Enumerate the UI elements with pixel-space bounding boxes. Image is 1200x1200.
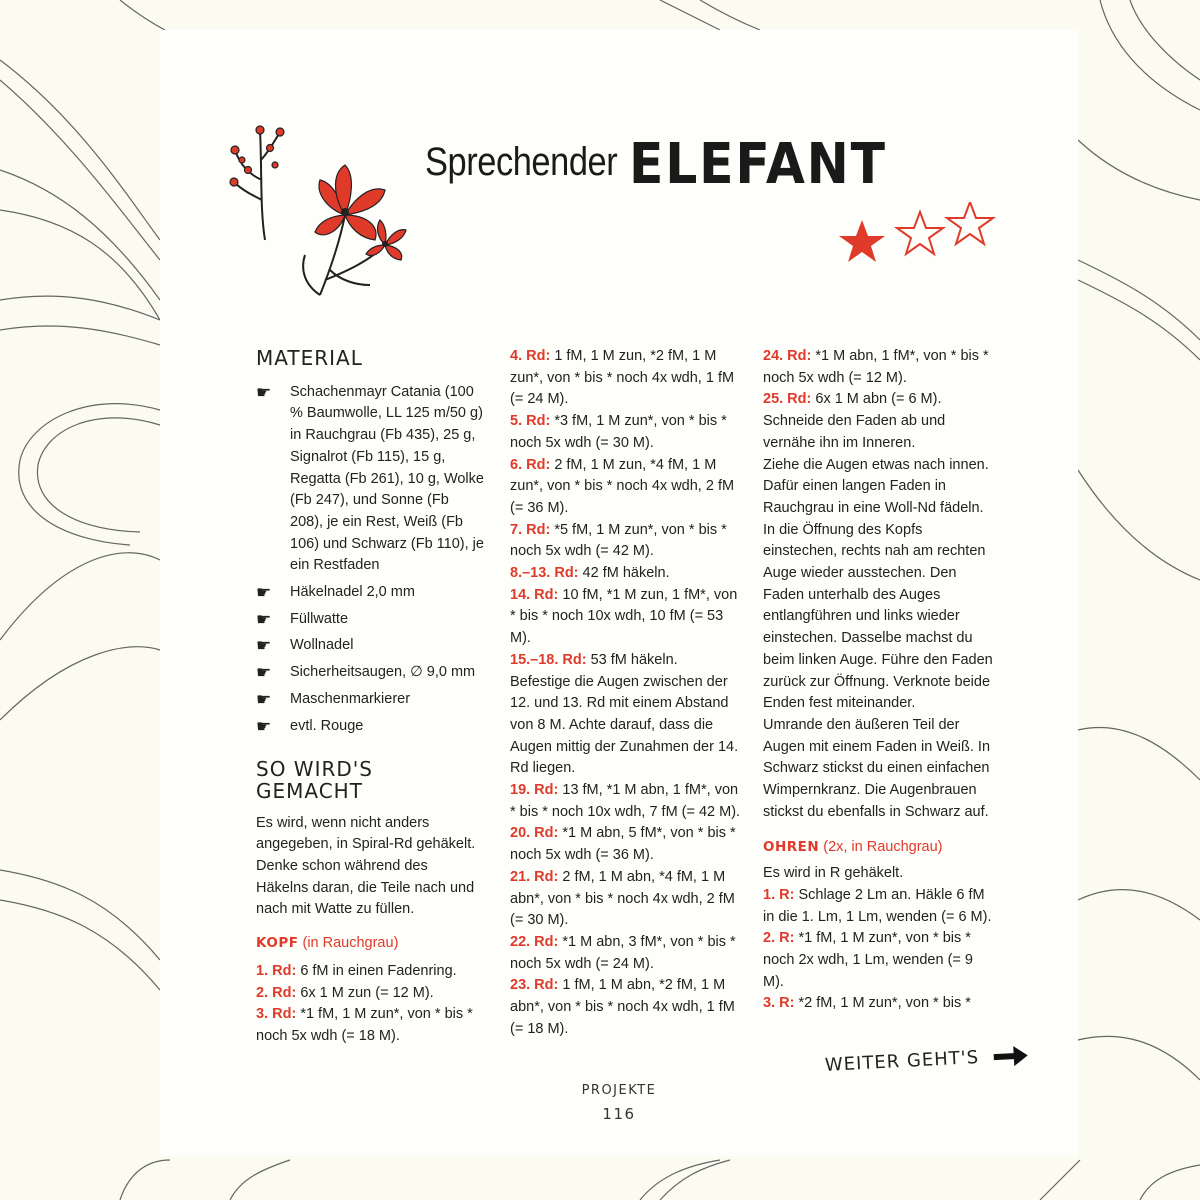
page-number: 116 xyxy=(602,1105,636,1123)
kopf-row-label: 24. Rd: xyxy=(763,348,812,364)
kopf-row-text: Umrande den äußeren Teil der Augen mit einem Faden in Weiß. In Schwarz stickst du einen einfachen Wimpernkranz. Die Augenbrauen stickst du ebenfalls in Schwarz auf. xyxy=(763,716,991,820)
kopf-row-label: 4. Rd: xyxy=(510,348,551,364)
ohren-rows xyxy=(763,885,995,1015)
kopf-row-label: 6. Rd: xyxy=(510,456,551,473)
kopf-row-label: 22. Rd: xyxy=(510,933,559,950)
flower-illustration xyxy=(220,120,420,300)
kopf-rounds-part-1 xyxy=(256,961,484,1048)
kopf-row-label: 15.–18. Rd: xyxy=(510,651,587,668)
kopf-row xyxy=(510,585,742,650)
ohren-row-text: Schlage 2 Lm an. Häkle 6 fM in die 1. Lm, 1 Lm, wenden (= 6 M). xyxy=(763,886,992,925)
kopf-heading-row xyxy=(256,933,484,955)
ohren-row xyxy=(763,928,995,993)
book-page xyxy=(160,30,1078,1156)
kopf-row-label: 8.–13. Rd: xyxy=(510,565,579,582)
kopf-row-label: 3. Rd: xyxy=(256,1006,297,1023)
kopf-row-text: Schneide den Faden ab und vernähe ihn im Inneren. xyxy=(763,413,946,451)
ohren-row xyxy=(763,885,995,928)
pointing-hand-icon: ☛ xyxy=(256,382,272,402)
kopf-heading: KOPF xyxy=(256,935,299,952)
kopf-row xyxy=(763,346,995,389)
kopf-row-text: 6x 1 M zun (= 12 M). xyxy=(300,984,434,1001)
difficulty-rating xyxy=(832,202,1002,282)
kopf-row-text: 6 fM in einen Fadenring. xyxy=(300,962,457,979)
ohren-row-label: 3. R: xyxy=(763,995,795,1012)
ohren-note: (2x, in Rauchgrau) xyxy=(823,839,943,856)
kopf-row-text: *1 M abn, 5 fM*, von * bis * noch 5x wdh (= 36 M). xyxy=(510,825,736,864)
kopf-row xyxy=(510,650,742,672)
star-icon-filled xyxy=(839,220,885,262)
kopf-note: (in Rauchgrau) xyxy=(302,935,399,952)
kopf-row xyxy=(510,867,742,932)
kopf-row-label: 19. Rd: xyxy=(510,782,559,799)
kopf-row-label: 1. Rd: xyxy=(256,962,297,979)
pointing-hand-icon: ☛ xyxy=(256,583,272,603)
kopf-row-label: 23. Rd: xyxy=(510,977,559,994)
kopf-row xyxy=(510,672,742,781)
kopf-row xyxy=(256,983,484,1005)
title-part-2: ELEFANT xyxy=(629,132,887,197)
ohren-intro: Es wird in R gehäkelt. xyxy=(763,865,904,882)
kopf-row-label: 14. Rd: xyxy=(510,586,559,603)
kopf-row xyxy=(510,411,742,454)
kopf-row xyxy=(510,563,742,585)
column-3 xyxy=(763,346,995,1015)
kopf-row xyxy=(510,455,742,520)
kopf-row-text: 1 fM, 1 M abn, *2 fM, 1 M abn*, von * bis * noch 4x wdh, 1 fM (= 18 M). xyxy=(510,977,735,1037)
kopf-row-label: 2. Rd: xyxy=(256,984,297,1001)
kopf-row-text: *3 fM, 1 M zun*, von * bis * noch 5x wdh (= 30 M). xyxy=(510,413,727,451)
material-item: ☛ Füllwatte xyxy=(256,609,349,629)
kopf-row xyxy=(763,455,995,715)
howto-heading: SO WIRD'S GEMACHT xyxy=(256,757,373,803)
kopf-row-text: 13 fM, *1 M abn, 1 fM*, von * bis * noch 10x wdh, 7 fM (= 42 M). xyxy=(510,782,741,820)
kopf-row-label: 5. Rd: xyxy=(510,413,551,430)
kopf-row-text: 1 fM, 1 M zun, *2 fM, 1 M zun*, von * bis * noch 4x wdh, 1 fM (= 24 M). xyxy=(510,348,735,408)
column-2 xyxy=(510,346,742,1041)
pointing-hand-icon: ☛ xyxy=(256,716,272,736)
kopf-row xyxy=(510,346,742,411)
kopf-row-text: *1 fM, 1 M zun*, von * bis * noch 5x wdh (= 18 M). xyxy=(256,1006,473,1044)
kopf-row xyxy=(256,961,484,983)
kopf-row xyxy=(510,520,742,563)
material-item: ☛ Schachenmayr Catania (100 % Baumwolle, LL 125 m/50 g) in Rauchgrau (Fb 435), 25 g, Signalrot (Fb 115), 15 g, Regatta (Fb 261), 10 g, Wolke (Fb 247), und Sonne (Fb 208), je ein Rest, Weiß (Fb 106) und Schwarz (Fb 110), je ein Restfaden xyxy=(256,382,484,574)
ohren-heading: OHREN xyxy=(763,839,820,856)
kopf-row-label: 25. Rd: xyxy=(763,391,812,408)
footer-section: PROJEKTE xyxy=(581,1083,657,1098)
ohren-row-label: 2. R: xyxy=(763,930,795,947)
kopf-row-text: 6x 1 M abn (= 6 M). xyxy=(815,391,942,408)
ohren-row-text: *1 fM, 1 M zun*, von * bis * noch 2x wdh, 1 Lm, wenden (= 9 M). xyxy=(763,930,973,990)
pointing-hand-icon: ☛ xyxy=(256,663,272,683)
title-part-1: Sprechender xyxy=(425,140,618,184)
kopf-row-text: Ziehe die Augen etwas nach innen. Dafür einen langen Faden in Rauchgrau in eine Woll-Nd fädeln. In die Öffnung des Kopfs einstechen, rechts nah am rechten Auge wieder ausstechen. Den Faden unterhalb des Auges entlangführen und links wieder einstechen. Dasselbe machst du beim linken Auge. Führe den Faden zurück zur Öffnung. Verknote beide Enden fest miteinander. xyxy=(763,456,993,712)
kopf-row xyxy=(763,389,995,411)
kopf-row-text: 42 fM häkeln. xyxy=(582,565,670,582)
kopf-row-text: *1 M abn, 3 fM*, von * bis * noch 5x wdh (= 24 M). xyxy=(510,933,736,972)
kopf-row-label: 21. Rd: xyxy=(510,868,559,885)
ohren-row xyxy=(763,993,995,1015)
kopf-row-text: Befestige die Augen zwischen der 12. und 13. Rd mit einem Abstand von 8 M. Achte darauf, dass die Augen mittig der Zunahmen der 14. Rd liegen. xyxy=(510,673,739,777)
material-item: ☛ evtl. Rouge xyxy=(256,716,364,736)
column-1 xyxy=(256,348,484,1048)
kopf-row-text: 2 fM, 1 M abn, *4 fM, 1 M abn*, von * bis * noch 4x wdh, 2 fM (= 30 M). xyxy=(510,868,735,929)
ohren-row-text: *2 fM, 1 M zun*, von * bis * xyxy=(798,995,971,1012)
page-title xyxy=(425,132,887,197)
pointing-hand-icon: ☛ xyxy=(256,689,272,709)
material-item: ☛ Maschenmarkierer xyxy=(256,689,411,709)
kopf-row-text: 10 fM, *1 M zun, 1 fM*, von * bis * noch 10x wdh, 10 fM (= 53 M). xyxy=(510,586,738,647)
material-item: ☛ Häkelnadel 2,0 mm xyxy=(256,583,415,603)
kopf-row xyxy=(510,932,742,975)
pointing-hand-icon: ☛ xyxy=(256,609,272,629)
material-list xyxy=(256,382,484,738)
continue-label: WEITER GEHT'S xyxy=(824,1043,1030,1078)
material-item: ☛ Sicherheitsaugen, ∅ 9,0 mm xyxy=(256,663,476,683)
ohren-heading-row xyxy=(763,837,995,859)
kopf-row-label: 20. Rd: xyxy=(510,825,559,842)
kopf-rounds-part-3 xyxy=(763,346,995,823)
kopf-row-label: 7. Rd: xyxy=(510,521,551,538)
kopf-row xyxy=(510,780,742,823)
pointing-hand-icon: ☛ xyxy=(256,636,272,656)
material-item: ☛ Wollnadel xyxy=(256,636,354,656)
star-icon-outline xyxy=(897,212,943,254)
kopf-row xyxy=(256,1004,484,1047)
kopf-row xyxy=(763,411,995,454)
kopf-row xyxy=(510,975,742,1040)
kopf-row xyxy=(510,823,742,866)
kopf-row xyxy=(763,715,995,824)
kopf-row-text: 2 fM, 1 M zun, *4 fM, 1 M zun*, von * bis * noch 4x wdh, 2 fM (= 36 M). xyxy=(510,456,735,516)
material-heading: MATERIAL xyxy=(256,346,363,370)
kopf-row-text: 53 fM häkeln. xyxy=(590,651,678,668)
ohren-row-label: 1. R: xyxy=(763,886,795,903)
kopf-row-text: *5 fM, 1 M zun*, von * bis * noch 5x wdh (= 42 M). xyxy=(510,521,727,560)
kopf-row-text: *1 M abn, 1 fM*, von * bis * noch 5x wdh (= 12 M). xyxy=(763,348,989,386)
howto-intro: Es wird, wenn nicht anders angegeben, in Spiral-Rd gehäkelt. Denke schon während des Häkelns daran, die Teile nach und nach mit Watte zu füllen. xyxy=(256,814,476,918)
star-icon-outline xyxy=(947,202,993,244)
arrow-right-icon xyxy=(991,1043,1030,1069)
